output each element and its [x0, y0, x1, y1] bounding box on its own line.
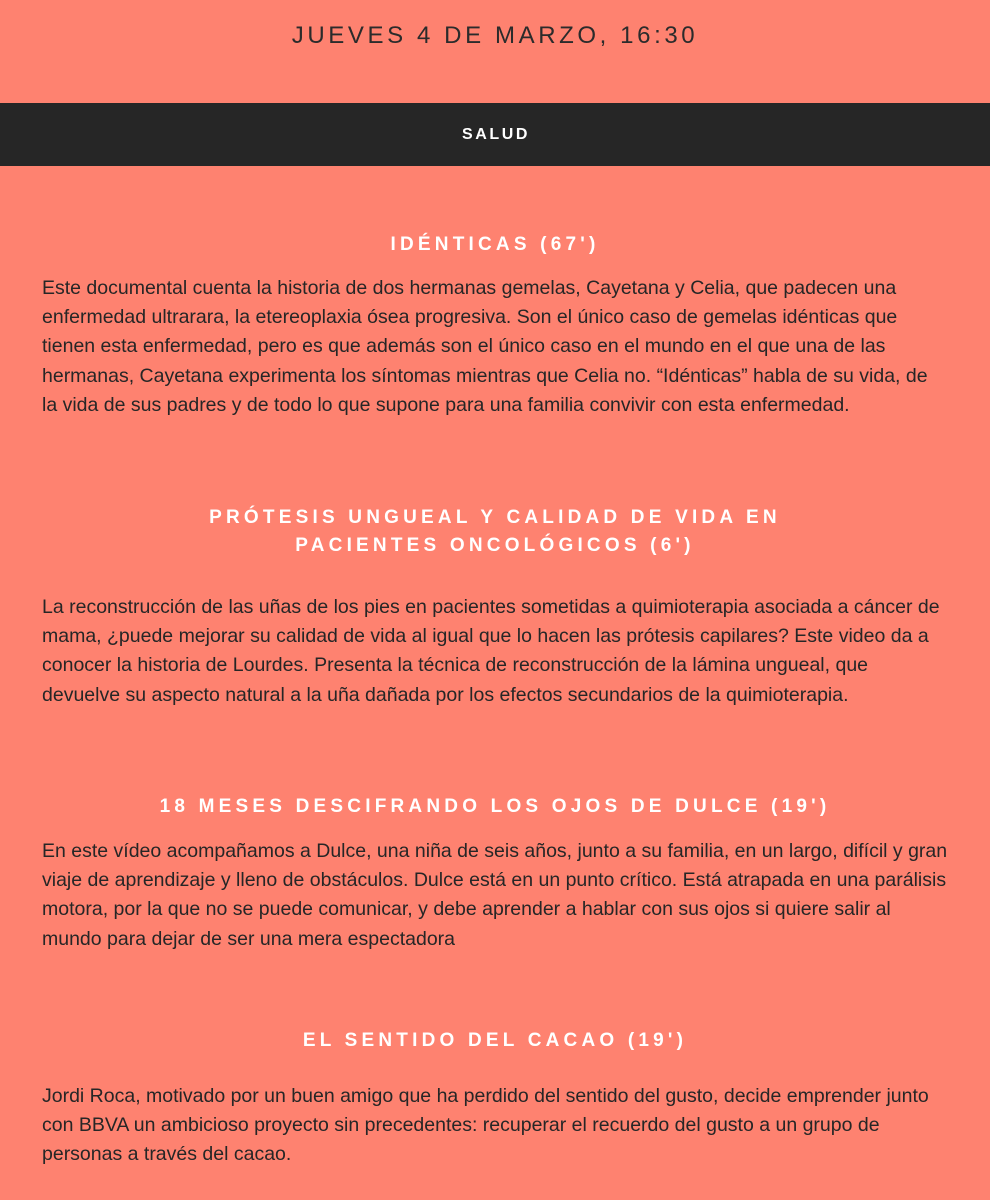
program-item-sentido-del-cacao: [42, 1027, 948, 1170]
program-title: [42, 504, 948, 560]
program-title-line-2: PACIENTES ONCOLÓGICOS (6'): [295, 535, 695, 556]
program-item-identicas: [42, 231, 948, 420]
program-description: Este documental cuenta la historia de dos hermanas gemelas, Cayetana y Celia, que padecen una enfermedad ultrarara, la etereoplaxia ósea progresiva. Son el único caso de gemelas idénticas que tienen esta enfermedad, pero es que además son el único caso en el mundo en el que una de las hermanas, Cayetana experimenta los síntomas mientras que Celia no. “Idénticas” habla de su vida, de la vida de sus padres y de todo lo que supone para una familia convivir con esta enfermedad.: [42, 277, 928, 416]
category-label: SALUD: [461, 125, 531, 143]
program-title: IDÉNTICAS (67'): [390, 234, 600, 255]
program-title-line-1: PRÓTESIS UNGUEAL Y CALIDAD DE VIDA EN: [209, 507, 781, 528]
category-banner: [0, 103, 990, 166]
event-date: JUEVES 4 DE MARZO, 16:30: [291, 22, 699, 49]
program-title: 18 MESES DESCIFRANDO LOS OJOS DE DULCE (19'): [159, 796, 831, 817]
program-description: La reconstrucción de las uñas de los pies en pacientes sometidas a quimioterapia asociada a cáncer de mama, ¿puede mejorar su calidad de vida al igual que lo hacen las prótesis capilares? Este video da a conocer la historia de Lourdes. Presenta la técnica de reconstrucción de la lámina ungueal, que devuelve su aspecto natural a la uña dañada por los efectos secundarios de la quimioterapia.: [42, 596, 940, 706]
program-description: En este vídeo acompañamos a Dulce, una niña de seis años, junto a su familia, en un largo, difícil y gran viaje de aprendizaje y lleno de obstáculos. Dulce está en un punto crítico. Está atrapada en una parálisis motora, por la que no se puede comunicar, y debe aprender a hablar con sus ojos si quiere salir al mundo para dejar de ser una mera espectadora: [42, 840, 948, 950]
program-title: EL SENTIDO DEL CACAO (19'): [302, 1030, 688, 1051]
program-item-protesis-ungueal: [42, 504, 948, 710]
program-description: Jordi Roca, motivado por un buen amigo que ha perdido del sentido del gusto, decide emprender junto con BBVA un ambicioso proyecto sin precedentes: recuperar el recuerdo del gusto a un grupo de personas a través del cacao.: [42, 1085, 929, 1166]
program-item-ojos-de-dulce: [42, 793, 948, 954]
